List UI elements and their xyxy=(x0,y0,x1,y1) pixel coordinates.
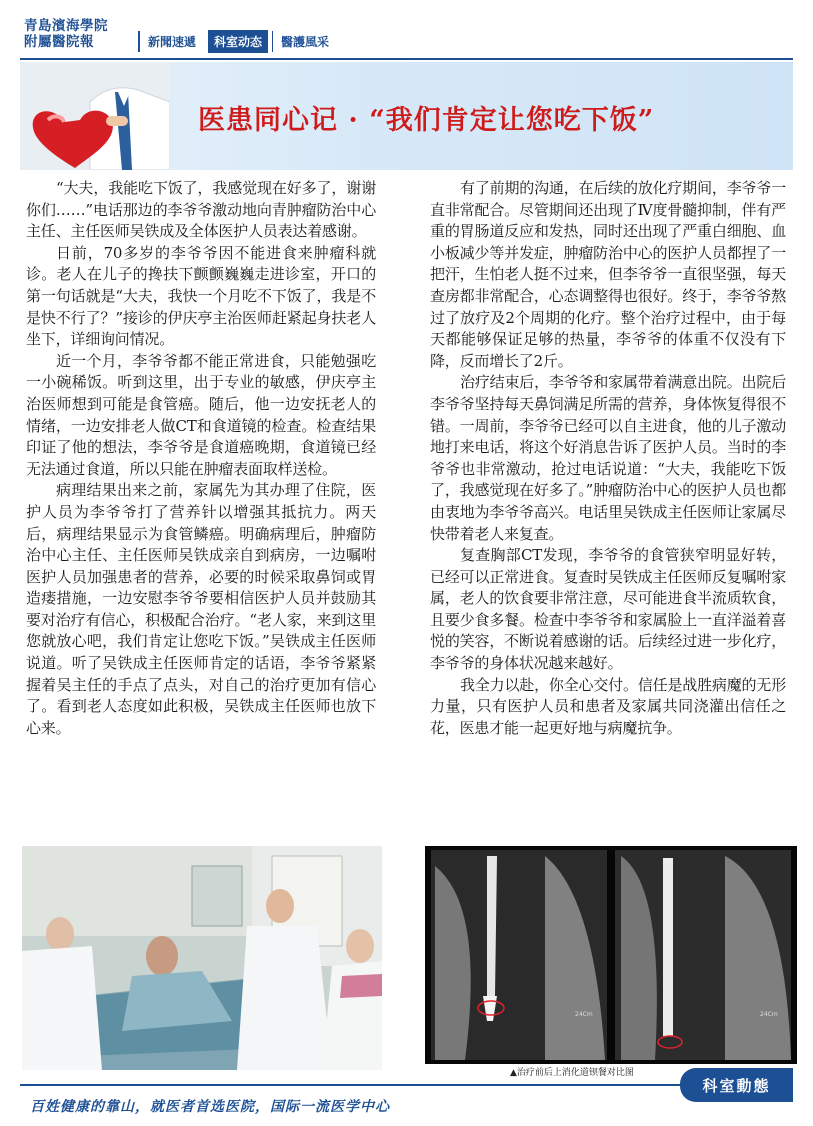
section-tab-department[interactable]: 科室動態 xyxy=(680,1068,793,1102)
article-column-left xyxy=(26,178,376,739)
title-banner xyxy=(20,62,793,170)
paragraph: 日前，70多岁的李爷爷因不能进食来肿瘤科就诊。老人在儿子的搀扶下颤颤巍巍走进诊室，开口的第一句话就是“大夫，我快一个月吃不下饭了，我是不是快不行了？”接诊的伊庆亭主治医师赶紧起身扶老人坐下，详细询问情况。 xyxy=(26,243,376,349)
nav-staff-style[interactable]: 醫護風采 xyxy=(272,31,337,52)
logo-line-1: 青島濱海學院 xyxy=(24,18,108,34)
paragraph: 我全力以赴，你全心交付。信任是战胜病魔的无形力量，只有医护人员和患者及家属共同浇灌出信任之花，医患才能一起更好地与病魔抗争。 xyxy=(430,675,786,737)
nav-department-news[interactable]: 科室动态 xyxy=(208,30,268,53)
article-column-right xyxy=(430,178,786,739)
footer-slogan: 百姓健康的靠山，就医者首选医院，国际一流医学中心 xyxy=(30,1099,390,1115)
paragraph: 有了前期的沟通，在后续的放化疗期间，李爷爷一直非常配合。尽管期间还出现了Ⅳ度骨髓抑制，伴有严重的胃肠道反应和发热，同时还出现了严重白细胞、血小板减少等并发症，肿瘤防治中心的医护人员都捏了一把汗，生怕老人挺不过来，但李爷爷一直很坚强，每天查房都非常配合，心态调整得也很好。终于，李爷爷熬过了放疗及2个周期的化疗。整个治疗过程中，由于每天都能够保证足够的热量，李爷爷的体重不仅没有下降，反而增长了2斤。 xyxy=(430,179,786,370)
xray-scale-left: 24Cm xyxy=(575,1011,593,1018)
nav-news[interactable]: 新聞速遞 xyxy=(138,31,204,52)
xray-caption: ▲治疗前后上消化道钡餐对比图 xyxy=(510,1068,634,1078)
paragraph: “大夫，我能吃下饭了，我感觉现在好多了，谢谢你们……”电话那边的李爷爷激动地向青肿瘤防治中心主任、主任医师吴铁成及全体医护人员表达着感谢。 xyxy=(26,179,376,241)
ward-visit-photo[interactable] xyxy=(22,846,382,1070)
logo-line-2: 附屬醫院報 xyxy=(24,34,94,50)
xray-scale-right: 24Cm xyxy=(760,1011,778,1018)
paragraph: 近一个月，李爷爷都不能正常进食，只能勉强吃一小碗稀饭。听到这里，出于专业的敏感，伊庆亭主治医师想到可能是食管癌。随后，他一边安抚老人的情绪，一边安排老人做CT和食道镜的检查。检查结果印证了他的想法，李爷爷是食道癌晚期，食道镜已经无法通过食道，所以只能在肿瘤表面取样送检。 xyxy=(26,351,376,478)
barium-xray-comparison[interactable] xyxy=(425,846,797,1064)
footer-rule xyxy=(20,1084,720,1086)
newspaper-logo[interactable] xyxy=(24,18,134,50)
header-rule xyxy=(20,58,793,60)
masthead xyxy=(0,0,813,62)
paragraph: 复查胸部CT发现，李爷爷的食管狭窄明显好转，已经可以正常进食。复查时吴铁成主任医师反复嘱咐家属，老人的饮食要非常注意，尽可能进食半流质软食，且要少食多餐。检查中李爷爷和家属脸上一直洋溢着喜悦的笑容，不断说着感谢的话。后续经过进一步化疗，李爷爷的身体状况越来越好。 xyxy=(430,546,786,673)
doctor-heart-illustration xyxy=(20,62,170,170)
section-nav xyxy=(138,30,337,53)
paragraph: 病理结果出来之前，家属先为其办理了住院，医护人员为李爷爷打了营养针以增强其抵抗力。两天后，病理结果显示为食管鳞癌。明确病理后，肿瘤防治中心主任、主任医师吴铁成亲自到病房，一边嘱咐医护人员加强患者的营养，必要的时候采取鼻饲或胃造瘘措施，一边安慰李爷爷要相信医护人员并鼓励其要对治疗有信心，积极配合治疗。“老人家，来到这里您就放心吧，我们肯定让您吃下饭。”吴铁成主任医师说道。听了吴铁成主任医师肯定的话语，李爷爷紧紧握着吴主任的手点了点头，对自己的治疗更加有信心了。看到老人态度如此积极，吴铁成主任医师也放下心来。 xyxy=(26,481,376,737)
article-title: 医患同心记 · “我们肯定让您吃下饭” xyxy=(198,105,655,136)
paragraph: 治疗结束后，李爷爷和家属带着满意出院。出院后李爷爷坚持每天鼻饲满足所需的营养，身体恢复得很不错。一周前，李爷爷已经可以自主进食，他的儿子激动地打来电话，将这个好消息告诉了医护人员。当时的李爷爷也非常激动，抢过电话说道：“大夫，我能吃下饭了，我感觉现在好多了。”肿瘤防治中心的医护人员也都由衷地为李爷爷高兴。电话里吴铁成主任医师让家属尽快带着老人来复查。 xyxy=(430,373,786,543)
